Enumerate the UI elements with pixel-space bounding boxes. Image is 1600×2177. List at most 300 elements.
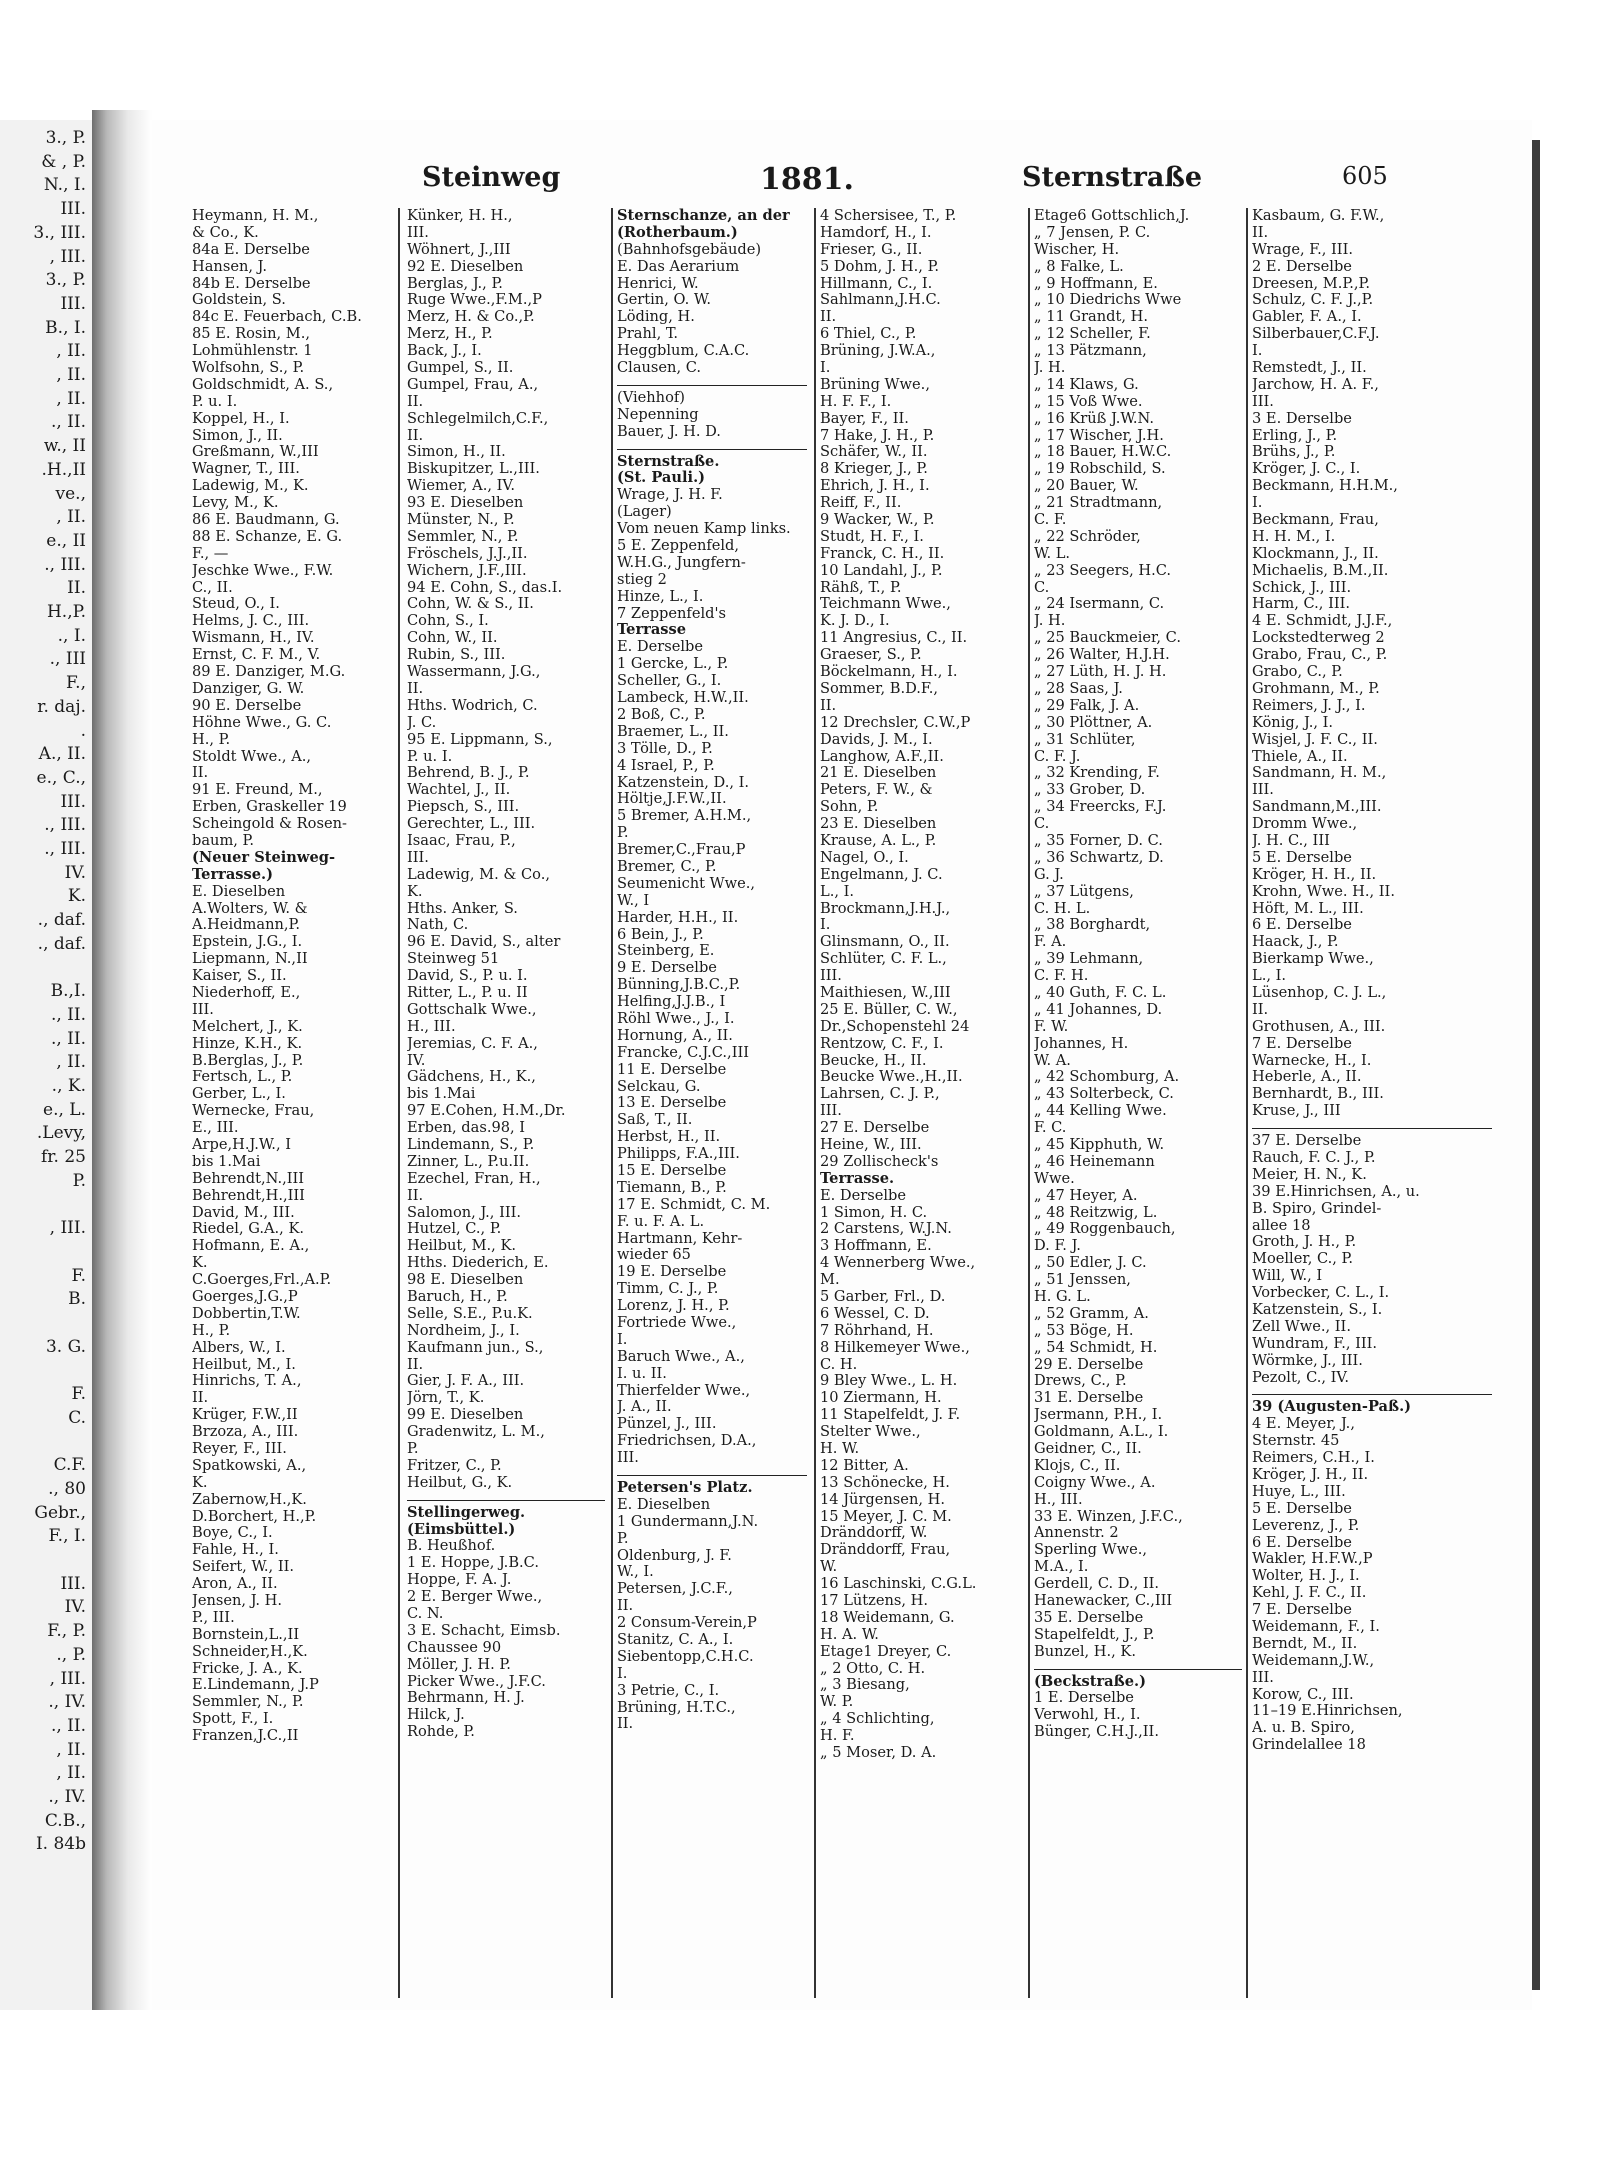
directory-entry: P.	[617, 825, 629, 842]
directory-entry: 98 E. Dieselben	[407, 1272, 524, 1289]
directory-entry: Löding, H.	[617, 309, 695, 326]
directory-entry: Sandmann,M.,III.	[1252, 799, 1382, 816]
directory-entry: I.	[820, 917, 831, 934]
directory-entry: Schlegelmilch,C.F.,	[407, 410, 549, 427]
directory-entry: Bünger, C.H.J.,II.	[1034, 1724, 1159, 1741]
directory-entry: Grabo, C., P.	[1252, 664, 1343, 681]
directory-entry: Piepsch, S., III.	[407, 799, 520, 816]
directory-entry: Lindemann, S., P.	[407, 1136, 535, 1153]
year-heading: 1881.	[760, 162, 854, 197]
directory-entry: „ 18 Bauer, H.W.C.	[1034, 444, 1172, 461]
previous-page-fragment: ., III.	[44, 815, 86, 836]
directory-entry: Salomon, J., III.	[407, 1204, 522, 1221]
directory-entry: Beucke Wwe.,H.,II.	[820, 1069, 963, 1086]
directory-entry: W.H.G., Jungfern-	[617, 554, 746, 571]
directory-entry: Pezolt, C., IV.	[1252, 1369, 1350, 1386]
directory-entry: Hansen, J.	[192, 258, 267, 275]
directory-entry: „ 54 Schmidt, H.	[1034, 1339, 1158, 1356]
directory-entry: Seumenicht Wwe.,	[617, 875, 756, 892]
directory-entry: „ 52 Gramm, A.	[1034, 1305, 1149, 1322]
directory-entry: H. W.	[820, 1441, 860, 1458]
directory-entry: Pünzel, J., III.	[617, 1416, 717, 1433]
directory-entry: C. F.	[1034, 512, 1067, 529]
street-heading: (Rotherbaum.)	[617, 224, 738, 241]
directory-entry: Weidemann,J.W.,	[1252, 1652, 1375, 1669]
directory-entry: Bremer, C., P.	[617, 858, 717, 875]
directory-entry: W., I.	[617, 1564, 654, 1581]
directory-entry: Vorbecker, C. L., I.	[1252, 1285, 1390, 1302]
directory-entry: Maithiesen, W.,III	[820, 984, 951, 1001]
directory-entry: Beckmann, Frau,	[1252, 512, 1379, 529]
directory-entry: Langhow, A.F.,II.	[820, 748, 944, 765]
directory-entry: Erben, das.98, I	[407, 1120, 526, 1137]
directory-entry: David, M., III.	[192, 1204, 295, 1221]
directory-entry: Davids, J. M., I.	[820, 731, 933, 748]
directory-entry: Künker, H. H.,	[407, 208, 513, 224]
directory-entry: Rentzow, C. F., I.	[820, 1035, 944, 1052]
directory-entry: 11 Angresius, C., II.	[820, 630, 968, 647]
previous-page-fragment: 3., III.	[33, 222, 86, 243]
directory-entry: Heggblum, C.A.C.	[617, 343, 750, 360]
directory-entry: 13 E. Derselbe	[617, 1095, 727, 1112]
directory-entry: 2 Boß, C., P.	[617, 706, 706, 723]
directory-entry: Kröger, J. C., I.	[1252, 461, 1361, 478]
directory-entry: bis 1.Mai	[407, 1086, 476, 1103]
directory-entry: P.	[407, 1441, 419, 1458]
directory-entry: Rauch, F. C. J., P.	[1252, 1149, 1376, 1166]
directory-entry: „ 25 Bauckmeier, C.	[1034, 630, 1181, 647]
directory-entry: „ 14 Klaws, G.	[1034, 376, 1139, 393]
directory-entry: Spott, F., I.	[192, 1711, 274, 1728]
directory-entry: Stoldt Wwe., A.,	[192, 748, 312, 765]
directory-entry: 85 E. Rosin, M.,	[192, 326, 310, 343]
directory-entry: Coigny Wwe., A.	[1034, 1474, 1156, 1491]
directory-entry: Jeremias, C. F. A.,	[407, 1035, 538, 1052]
directory-entry: 3 E. Derselbe	[1252, 410, 1352, 427]
directory-entry: Liepmann, N.,II	[192, 951, 308, 968]
directory-entry: 9 E. Derselbe	[617, 960, 717, 977]
directory-entry: 94 E. Cohn, S., das.I.	[407, 579, 563, 596]
directory-entry: Harder, H.H., II.	[617, 909, 739, 926]
directory-entry: 11 Stapelfeldt, J. F.	[820, 1407, 961, 1424]
directory-entry: J. H. C., III	[1252, 832, 1330, 849]
street-heading: Stellingerweg.	[407, 1504, 526, 1521]
directory-entry: Münster, N., P.	[407, 512, 515, 529]
directory-entry: bis 1.Mai	[192, 1153, 261, 1170]
directory-entry: 2 Consum-Verein,P	[617, 1615, 757, 1632]
directory-entry: L., I.	[1252, 968, 1287, 985]
previous-page-fragment: e., L.	[43, 1099, 86, 1120]
directory-entry: F. u. F. A. L.	[617, 1213, 705, 1230]
directory-entry: „ 4 Schlichting,	[820, 1711, 935, 1728]
directory-entry: 1 E. Hoppe, J.B.C.	[407, 1555, 539, 1572]
section-rule	[617, 441, 807, 450]
directory-entry: 5 Garber, Frl., D.	[820, 1289, 946, 1305]
directory-entry: Hillmann, C., I.	[820, 275, 933, 292]
previous-page-fragment: ., III.	[44, 554, 86, 575]
directory-entry: Hofmann, E. A.,	[192, 1238, 310, 1255]
directory-entry: „ 42 Schomburg, A.	[1034, 1069, 1180, 1086]
directory-entry: Lahrsen, C. J. P.,	[820, 1086, 940, 1103]
directory-entry: 4 E. Schmidt, J.J.F.,	[1252, 613, 1393, 630]
directory-entry: 3 Tölle, D., P.	[617, 740, 713, 757]
directory-entry: Hornung, A., II.	[617, 1027, 733, 1044]
directory-entry: Scheller, G., I.	[617, 673, 722, 690]
directory-entry: Stanitz, C. A., I.	[617, 1632, 734, 1649]
directory-entry: (Bahnhofsgebäude)	[617, 241, 762, 258]
previous-page-fragment: e., II	[46, 530, 86, 551]
directory-entry: Ezechel, Fran, H.,	[407, 1170, 541, 1187]
directory-entry: IV.	[407, 1052, 426, 1069]
directory-entry: I.	[820, 360, 831, 377]
directory-entry: „ 15 Voß Wwe.	[1034, 393, 1143, 410]
directory-entry: Erling, J., P.	[1252, 427, 1338, 444]
directory-entry: 23 E. Dieselben	[820, 816, 937, 833]
directory-entry: „ 17 Wischer, J.H.	[1034, 427, 1164, 444]
directory-entry: 15 E. Derselbe	[617, 1162, 727, 1179]
directory-entry: Gradenwitz, L. M.,	[407, 1424, 545, 1441]
directory-entry: Krohn, Wwe. H., II.	[1252, 883, 1395, 900]
directory-entry: III.	[407, 224, 429, 241]
directory-entry: Fröschels, J.J.,II.	[407, 545, 528, 562]
previous-page-fragment: , II.	[56, 1739, 86, 1760]
directory-entry: Spatkowski, A.,	[192, 1457, 307, 1474]
directory-entry: Nepenning	[617, 406, 699, 423]
section-rule	[617, 1467, 807, 1476]
directory-entry: Wolter, H. J., I.	[1252, 1568, 1360, 1585]
directory-entry: Schneider,H.,K.	[192, 1643, 308, 1660]
directory-entry: W., I	[617, 892, 650, 909]
directory-entry: Heilbut, M., I.	[192, 1356, 296, 1373]
column-divider	[1028, 208, 1030, 1998]
directory-entry: Bünning,J.B.C.,P.	[617, 977, 741, 994]
previous-page-fragment: C.B.,	[44, 1810, 86, 1831]
directory-entry: 7 Zeppenfeld's	[617, 605, 726, 622]
directory-entry: Prahl, T.	[617, 326, 679, 343]
previous-page-fragment: I. 84b	[35, 1834, 86, 1855]
directory-entry: H., P.	[192, 731, 231, 748]
directory-entry: Etage6 Gottschlich,J.	[1034, 208, 1190, 224]
directory-entry: Annenstr. 2	[1034, 1525, 1119, 1542]
directory-entry: Goldstein, S.	[192, 292, 286, 309]
directory-entry: Behrmann, H. J.	[407, 1690, 525, 1707]
directory-entry: Steinweg 51	[407, 951, 500, 968]
previous-page-fragment: ., K.	[51, 1076, 86, 1096]
directory-entry: I. u. II.	[617, 1365, 667, 1382]
street-heading: Petersen's Platz.	[617, 1480, 753, 1497]
directory-entry: E. Derselbe	[820, 1187, 907, 1204]
directory-entry: A.Heidmann,P.	[192, 917, 301, 934]
directory-entry: 12 Bitter, A.	[820, 1457, 909, 1474]
directory-entry: 5 E. Derselbe	[1252, 849, 1352, 866]
directory-entry: Biskupitzer, L.,III.	[407, 461, 540, 478]
directory-entry: III.	[1252, 782, 1274, 799]
directory-entry: „ 28 Saas, J.	[1034, 680, 1123, 697]
directory-entry: P. u. I.	[192, 393, 238, 410]
directory-entry: Picker Wwe., J.F.C.	[407, 1673, 546, 1690]
directory-entry: Bornstein,L.,II	[192, 1626, 300, 1643]
directory-entry: Höhne Wwe., G. C.	[192, 714, 332, 731]
directory-entry: Verwohl, H., I.	[1034, 1707, 1141, 1724]
directory-entry: Hinze, L., I.	[617, 588, 704, 605]
book-gutter	[92, 110, 152, 2010]
directory-entry: 18 Weidemann, G.	[820, 1609, 955, 1626]
directory-entry: 10 Ziermann, H.	[820, 1390, 942, 1407]
directory-entry: Möller, J. H. P.	[407, 1656, 511, 1673]
directory-entry: Henrici, W.	[617, 275, 699, 292]
directory-entry: Bernhardt, B., III.	[1252, 1086, 1384, 1103]
directory-entry: 35 E. Derselbe	[1034, 1609, 1144, 1626]
directory-entry: Gerdell, C. D., II.	[1034, 1576, 1160, 1593]
directory-entry: A. u. B. Spiro,	[1252, 1720, 1355, 1737]
directory-entry: Cohn, S., I.	[407, 613, 489, 630]
directory-entry: E. Dieselben	[192, 883, 286, 900]
directory-entry: M.	[820, 1272, 840, 1289]
directory-entry: 6 Wessel, C. D.	[820, 1305, 930, 1322]
previous-page-fragment: , II.	[56, 365, 86, 385]
directory-entry: 2 E. Derselbe	[1252, 258, 1352, 275]
directory-entry: C. H. L.	[1034, 900, 1091, 917]
right-street-heading: Sternstraße	[1022, 162, 1203, 193]
previous-page-fragment: 3. G.	[45, 1336, 86, 1357]
directory-entry: 97 E.Cohen, H.M.,Dr.	[407, 1103, 566, 1120]
directory-entry: 5 E. Zeppenfeld,	[617, 538, 740, 555]
directory-entry: 4 Schersisee, T., P.	[820, 208, 957, 224]
directory-entry: E.Lindemann, J.P	[192, 1677, 319, 1694]
previous-page-fragment: ., IV.	[48, 1692, 86, 1713]
previous-page-fragment: e., C.,	[36, 767, 86, 788]
directory-entry: C. H.	[820, 1356, 858, 1373]
previous-page-fragment: H.,P.	[46, 602, 86, 622]
directory-entry: Hinze, K.H., K.	[192, 1035, 303, 1052]
previous-page-fragment: III.	[60, 293, 86, 314]
directory-entry: Erben, Graskeller 19	[192, 799, 347, 816]
directory-entry: Hartmann, Kehr-	[617, 1230, 743, 1247]
directory-entry: Cohn, W. & S., II.	[407, 596, 534, 613]
directory-entry: II.	[617, 1716, 634, 1733]
directory-entry: Melchert, J., K.	[192, 1018, 303, 1035]
directory-entry: Baruch, H., P.	[407, 1289, 508, 1305]
directory-entry: C.	[1034, 579, 1050, 596]
directory-entry: I.	[1252, 343, 1263, 360]
directory-entry: III.	[407, 849, 429, 866]
previous-page-edge	[0, 120, 94, 2010]
directory-entry: Bierkamp Wwe.,	[1252, 951, 1374, 968]
previous-page-fragment: IV.	[64, 1597, 86, 1618]
directory-entry: 7 E. Derselbe	[1252, 1602, 1352, 1619]
directory-entry: H. G. L.	[1034, 1289, 1091, 1305]
directory-entry: 92 E. Dieselben	[407, 258, 524, 275]
directory-entry: Gädchens, H., K.,	[407, 1069, 536, 1086]
column-1	[192, 208, 388, 1998]
directory-entry: 33 E. Winzen, J.F.C.,	[1034, 1508, 1183, 1525]
directory-entry: W. A.	[1034, 1052, 1071, 1069]
directory-entry: W. L.	[1034, 545, 1071, 562]
directory-entry: 90 E. Derselbe	[192, 697, 302, 714]
directory-entry: Heberle, A., II.	[1252, 1069, 1362, 1086]
directory-entry: E. Dieselben	[617, 1496, 711, 1513]
directory-entry: Dobbertin,T.W.	[192, 1305, 301, 1322]
previous-page-fragment: B.	[68, 1289, 86, 1310]
directory-entry: Katzenstein, S., I.	[1252, 1302, 1383, 1318]
directory-entry: 6 Thiel, C., P.	[820, 326, 917, 343]
directory-entry: „ 47 Heyer, A.	[1034, 1187, 1138, 1204]
directory-entry: Jeschke Wwe., F.W.	[192, 562, 334, 579]
directory-entry: H., P.	[192, 1322, 231, 1339]
directory-entry: „ 2 Otto, C. H.	[820, 1660, 926, 1677]
directory-entry: 11 E. Derselbe	[617, 1061, 727, 1078]
directory-entry: „ 33 Grober, D.	[1034, 782, 1146, 799]
directory-entry: Schlüter, C. F. L.,	[820, 951, 947, 968]
column-divider	[814, 208, 816, 1998]
directory-entry: Lüsenhop, C. J. L.,	[1252, 984, 1387, 1001]
directory-entry: Wundram, F., III.	[1252, 1335, 1378, 1352]
directory-entry: Goerges,J.G.,P	[192, 1289, 298, 1305]
directory-entry: Schick, J., III.	[1252, 579, 1352, 596]
directory-entry: 37 E. Derselbe	[1252, 1133, 1362, 1150]
directory-entry: Chaussee 90	[407, 1639, 502, 1656]
directory-entry: Frieser, G., II.	[820, 241, 923, 258]
directory-entry: Sahlmann,J.H.C.	[820, 292, 941, 309]
directory-entry: 3 Hoffmann, E.	[820, 1238, 932, 1255]
previous-page-fragment: , III.	[49, 246, 86, 267]
previous-page-fragment: ., II.	[50, 1715, 86, 1736]
directory-entry: 15 Meyer, J. C. M.	[820, 1508, 952, 1525]
directory-entry: Wolfsohn, S., P.	[192, 360, 305, 377]
directory-entry: C. N.	[407, 1606, 444, 1623]
previous-page-fragment: .Levy,	[36, 1123, 86, 1144]
directory-entry: Schäfer, W., II.	[820, 444, 928, 461]
directory-entry: Will, W., I	[1252, 1268, 1323, 1285]
directory-entry: K.	[192, 1474, 208, 1491]
directory-entry: allee 18	[1252, 1217, 1311, 1234]
directory-entry: Brüning, H.T.C.,	[617, 1699, 736, 1716]
directory-entry: Zell Wwe., II.	[1252, 1318, 1351, 1335]
directory-entry: Wismann, H., IV.	[192, 630, 315, 647]
directory-entry: Heine, W., III.	[820, 1136, 922, 1153]
directory-entry: Weidemann, F., I.	[1252, 1619, 1380, 1636]
directory-entry: 6 Bein, J., P.	[617, 926, 704, 943]
directory-entry: Franzen,J.C.,II	[192, 1728, 299, 1745]
directory-entry: H., III.	[1034, 1491, 1083, 1508]
directory-entry: C.	[1034, 816, 1050, 833]
directory-entry: Kaufmann jun., S.,	[407, 1339, 544, 1356]
directory-entry: Reimers, C.H., I.	[1252, 1450, 1375, 1467]
directory-entry: 9 Wacker, W., P.	[820, 512, 935, 529]
directory-entry: 2 E. Berger Wwe.,	[407, 1589, 543, 1606]
directory-entry: Dreesen, M.P.,P.	[1252, 275, 1370, 292]
directory-entry: Haack, J., P.	[1252, 934, 1339, 951]
directory-entry: Rubin, S., III.	[407, 647, 506, 664]
directory-entry: Hinrichs, T. A.,	[192, 1373, 302, 1390]
street-heading: (Eimsbüttel.)	[407, 1521, 516, 1538]
directory-entry: Back, J., I.	[407, 343, 482, 360]
directory-entry: D.Borchert, H.,P.	[192, 1508, 317, 1525]
section-rule	[1252, 1386, 1492, 1395]
directory-entry: Saß, T., II.	[617, 1112, 693, 1129]
directory-entry: Gumpel, Frau, A.,	[407, 376, 539, 393]
directory-entry: Studt, H. F., I.	[820, 528, 924, 545]
directory-entry: Tiemann, B., P.	[617, 1179, 727, 1196]
directory-entry: Huye, L., III.	[1252, 1483, 1346, 1500]
directory-entry: 4 Wennerberg Wwe.,	[820, 1255, 976, 1272]
directory-entry: 84b E. Derselbe	[192, 275, 311, 292]
directory-entry: „ 12 Scheller, F.	[1034, 326, 1151, 343]
page-edge-shadow	[1532, 140, 1540, 1990]
directory-entry: Behrendt,H.,III	[192, 1187, 305, 1204]
directory-entry: Siebentopp,C.H.C.	[617, 1648, 754, 1665]
street-heading: (Beckstraße.)	[1034, 1673, 1146, 1690]
directory-entry: „ 23 Seegers, H.C.	[1034, 562, 1172, 579]
directory-entry: Nagel, O., I.	[820, 849, 909, 866]
directory-entry: „ 50 Edler, J. C.	[1034, 1255, 1147, 1272]
column-6	[1252, 208, 1492, 1998]
directory-entry: II.	[617, 1598, 634, 1615]
directory-entry: Schulz, C. F. J.,P.	[1252, 292, 1374, 309]
directory-entry: Brzoza, A., III.	[192, 1424, 299, 1441]
directory-entry: B. Spiro, Grindel-	[1252, 1200, 1382, 1217]
directory-entry: Reimers, J. J., I.	[1252, 697, 1366, 714]
directory-entry: Wachtel, J., II.	[407, 782, 511, 799]
directory-entry: III.	[1252, 393, 1274, 410]
directory-entry: Geidner, C., II.	[1034, 1441, 1142, 1458]
directory-entry: P.	[617, 1530, 629, 1547]
directory-entry: II.	[407, 1356, 424, 1373]
directory-entry: Gier, J. F. A., III.	[407, 1373, 525, 1390]
directory-entry: (Lager)	[617, 504, 672, 521]
directory-entry: Riedel, G.A., K.	[192, 1221, 304, 1238]
directory-entry: „ 8 Falke, L.	[1034, 258, 1124, 275]
directory-entry: Krause, A. L., P.	[820, 832, 937, 849]
directory-entry: H., III.	[407, 1018, 456, 1035]
directory-entry: 1 Gundermann,J.N.	[617, 1513, 759, 1530]
directory-entry: „ 21 Stradtmann,	[1034, 495, 1163, 512]
directory-entry: Hamdorf, H., I.	[820, 224, 932, 241]
directory-entry: Nordheim, J., I.	[407, 1322, 520, 1339]
directory-entry: C., II.	[192, 579, 233, 596]
section-rule	[1034, 1661, 1242, 1670]
directory-entry: Remstedt, J., II.	[1252, 360, 1367, 377]
directory-entry: Selckau, G.	[617, 1078, 701, 1095]
directory-entry: „ 10 Diedrichs Wwe	[1034, 292, 1182, 309]
directory-entry: „ 46 Heinemann	[1034, 1153, 1155, 1170]
directory-entry: Beckmann, H.H.M.,	[1252, 478, 1398, 495]
directory-entry: „ 40 Guth, F. C. L.	[1034, 984, 1167, 1001]
directory-entry: C. F. J.	[1034, 748, 1081, 765]
street-heading: 39 (Augusten-Paß.)	[1252, 1399, 1412, 1416]
previous-page-fragment: , II.	[56, 388, 86, 409]
directory-entry: Wichern, J.F.,III.	[407, 562, 527, 579]
previous-page-fragment: ., II.	[50, 412, 86, 433]
previous-page-fragment: II.	[67, 578, 86, 599]
directory-entry: W.	[820, 1559, 838, 1576]
street-heading: Sternschanze, an der	[617, 208, 790, 224]
directory-entry: E. Das Aerarium	[617, 258, 740, 275]
directory-entry: Gerechter, L., III.	[407, 816, 536, 833]
directory-entry: Katzenstein, D., I.	[617, 774, 750, 791]
directory-entry: Kröger, J. H., II.	[1252, 1467, 1369, 1484]
directory-entry: 17 E. Schmidt, C. M.	[617, 1196, 771, 1213]
directory-entry: Reiff, F., II.	[820, 495, 902, 512]
directory-entry: Merz, H., P.	[407, 326, 493, 343]
column-3	[617, 208, 807, 1998]
previous-page-fragment: ., III	[49, 649, 86, 670]
directory-entry: Goldschmidt, A. S.,	[192, 376, 334, 393]
directory-entry: 3 Petrie, C., I.	[617, 1682, 720, 1699]
directory-entry: Fahle, H., I.	[192, 1542, 279, 1559]
previous-page-fragment: , II.	[56, 341, 86, 362]
directory-entry: 29 Zollischeck's	[820, 1153, 939, 1170]
